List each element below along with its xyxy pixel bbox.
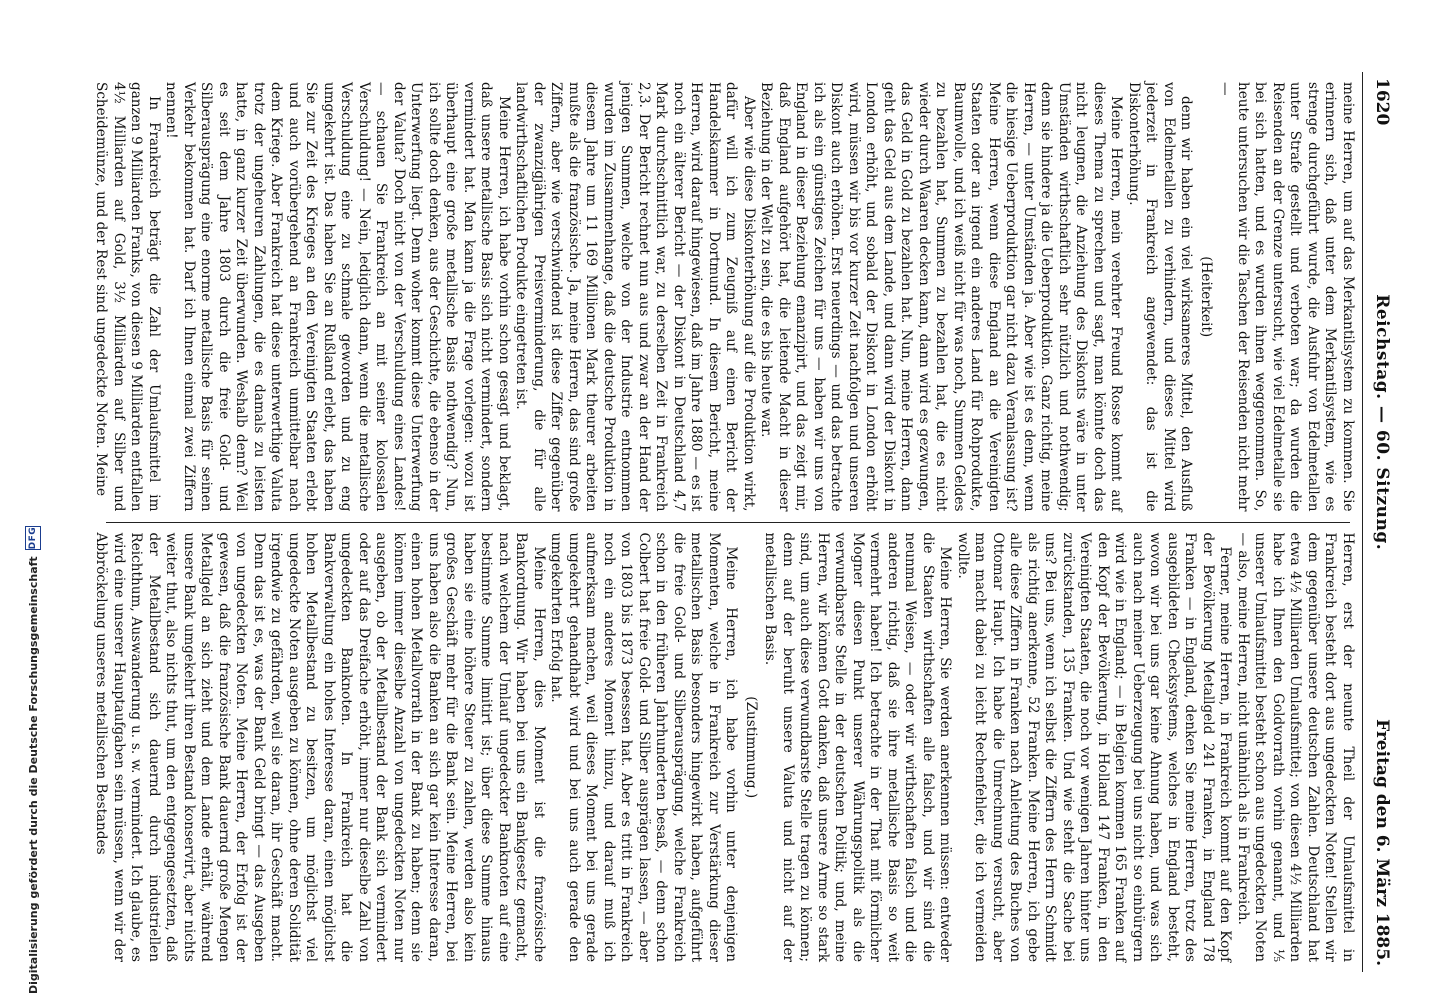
paragraph: (Zustimmung.) <box>743 696 759 799</box>
footer-text: Digitalisierung gefördert durch die Deutsche Forschungsgemeinschaft <box>26 556 40 994</box>
page-header <box>1362 72 1392 972</box>
paragraph: Meine Herren, ich habe vorhin schon gesagt und beklagt, daß unsere metallische Basis sich nicht vermindert, sondern vermindert hat. Man kann ja die Frage vorlegen: wozu ist überhaupt eine große metallische Basis nothwendig? Nun, ich sollte doch denken, aus der Geschichte, die ebenso in der Unterwerfung liegt. Denn woher kommt diese Unterwerfung der Valuta? Doch nicht von der Verschuldung eines Landes! — schauen Sie Frankreich an mit seiner kolossalen Verschuldung! — Nein, lediglich dann, wenn die metallische Verschuldung eine zu schmale geworden und zu eng umgekehrt ist. Das haben Sie an Rußland erlebt, das haben Sie zur Zeit des Krieges an den Vereinigten Staaten erlebt und auch vorübergehend an Frankreich unmittelbar nach dem Kriege. Aber Frankreich hat diese unterwerthige Valuta trotz der ungeheuren Zahlungen, die es damals zu leisten hatte, in ganz kurzer Zeit überwunden. Weshalb denn? Weil es seit dem Jahre 1803 durch die freie Gold- und Silberausprägung eine enorme metallische Basis für seinen Verkehr bekommen hat. Darf ich Ihnen einmal zwei Ziffern nennen! <box>163 82 512 512</box>
paragraph: meine Herren, um auf das Merkantilsystem zu kommen. Sie erinnern sich, daß unter dem Merkantilsystem, wie es strenge durchgeführt wurde, die Ausfuhr von Edelmetallen unter Strafe gestellt und verboten war; da wurden die Reisenden an der Grenze untersucht, wie viel Edelmetalle sie bei sich hatten, und es wurden ihnen weggenommen. So, heute untersuchen wir die Taschen der Reisenden nicht mehr — <box>1217 82 1356 512</box>
column-right <box>93 523 1356 973</box>
session-date: Freitag den 6. März 1885. <box>1372 719 1392 966</box>
paragraph: Meine Herren, Sie werden anerkennen müssen: entweder die Staaten wirthschaften alle falsch, und wir sind die neunmal Weisen, — oder wir wirthschaften falsch und die anderen richtig, daß sie ihre metallische Basis so weit vermehrt haben! Ich betrachte in der That mit förmlicher Mogner diesen Punkt unserer Währungspolitik als die verwundbarste Stelle in der deutschen Politik; und, meine Herren, wir können Gott danken, daß unsere Arme so stark sind, um auch diese verwundbarste Stelle tragen zu können; denn auf der beruht unsere Valuta und nicht auf der metallischen Basis. <box>762 532 954 962</box>
paragraph: Meine Herren, ich habe vorhin unter denjenigen Momenten, welche in Frankreich zur Verstärkung dieser metallischen Basis besonders hingewirkt haben, aufgeführt die freie Gold- und Silberausprägung, welche Frankreich schon in den früheren Jahrhunderten besaß, — denn schon Colbert hat freie Gold- und Silber ausprägen lassen, — aber von 1803 bis 1873 besessen hat. Aber es tritt in Frankreich noch ein anderes Moment hinzu, und darauf muß ich aufmerksam machen, weil dieses Moment bei uns gerade umgekehrt gehandhabt wird und bei uns auch gerade den umgekehrten Erfolg hat. <box>548 532 740 962</box>
paragraph: Herren, erst der neunte Theil der Umlaufsmittel in Frankreich besteht dort aus ungedeckten Noten! Stellen wir dem gegenüber unsere deutschen Zahlen. Deutschland hat etwa 4½ Milliarden Umlaufsmittel; von diesen 4½ Milliarden habe ich Ihnen den Goldvorrath vorhin genannt, und ⅕ unserer Umlaufsmittel besteht schon aus ungedeckten Noten — also, meine Herren, nicht unähnlich als in Frankreich. <box>1235 532 1356 962</box>
footer-strip <box>2 526 40 994</box>
column-left <box>93 72 1356 522</box>
paragraph: In Frankreich beträgt die Zahl der Umlaufsmittel im ganzen 9 Milliarden Franks, von diesen 9 Milliarden entfallen 4½ Milliarden auf Gold, 3½ Milliarden auf Silber und Scheidemünze, und der Rest sind ungedeckte Noten. Meine <box>93 82 162 512</box>
footer-credit <box>22 526 44 994</box>
running-title: Reichstag. — 60. Sitzung. <box>1372 294 1392 551</box>
rotated-page-content <box>93 72 1392 972</box>
dfg-logo: DFG <box>25 526 41 551</box>
paragraph: Meine Herren, mein verehrter Freund Rosse kommt auf dieses Thema zu sprechen und sagt, man könnte doch das nicht leugnen, die Anziehung des Diskonts wäre in unter Umständen wirthschaftlich sehr nützlich und nothwendig; denn sie hindere ja die Ueberproduktion. Ganz richtig, meine Herren, — unter Umständen ja. Aber wie ist es denn, wenn die hiesige Ueberproduktion gar nicht dazu Veranlassung ist? Meine Herren, wenn diese England an die Vereinigten Staaten oder an irgend ein anderes Land für Rohprodukte, Baumwolle, und ich weiß nicht für was noch, Summen Geldes zu bezahlen hat, Summen zu bezahlen hat, die es nicht wieder durch Waaren decken kann, dann wird es gezwungen, das Geld in Gold zu bezahlen hat. Nun, meine Herren, dann geht das Geld aus dem Lande, und dann wird der Diskont in London erhöht, und sobald der Diskont in London erhöht wird, müssen wir bis vor kurzer Zeit nachfolgen und unseren Diskont auch erhöhen. Erst neuerdings — und das betrachte ich als ein günstiges Zeichen für uns — haben wir uns von England in dieser Beziehung emanzipirt, und das zeigt mir, daß England aufgehört hat, die leitende Macht in dieser Beziehung in der Welt zu sein, die es bis heute war. <box>758 82 1125 512</box>
paragraph: Aber wie diese Diskonterhöhung auf die Produktion wirkt, dafür will ich zum Zeugniß auf einen Bericht der Handelskammer in Dortmund. In diesem Bericht, meine Herren, wird darauf hingewiesen, daß im Jahre 1880 — es ist noch ein älterer Bericht — der Diskont in Deutschland 4,7 Mark durchschnittlich war, zu derselben Zeit in Frankreich 2,3. Der Bericht rechnet nun aus und zwar an der Hand der jenigen Summen, welche von der Industrie entnommen wurden im Zusammenhange, daß die deutsche Produktion in diesem Jahre um 11 169 Millionen Mark theurer arbeiten mußte als die französische. Ja, meine Herren, das sind große Ziffern, aber wie verschwindend ist diese Ziffer gegenüber der zwanzigjährigen Preisverminderung, die für alle landwirthschaftlichen Produkte eingetreten ist. <box>513 82 757 512</box>
paragraph: (Heiterkeit) <box>1198 256 1214 338</box>
page-number: 1620 <box>1372 78 1392 126</box>
paragraph: denn wir haben ein viel wirksameres Mittel, den Ausfluß von Edelmetallen zu verhindern, und dieses Mittel wird jederzeit in Frankreich angewendet: das ist die Diskonterhöhung. <box>1126 82 1195 512</box>
text-columns <box>93 72 1356 972</box>
paragraph: Meine Herren, dies Moment ist die französische Bankordnung. Wir haben bei uns ein Bankgesetz gemacht, nach welchem der Umlauf ungedeckter Banknoten auf eine bestimmte Summe limitirt ist; über diese Summe hinaus haben sie eine höhere Steuer zu zahlen, werden also kein großes Geschäft mehr für die Bank sein. Meine Herren, bei uns haben also die Banken an sich gar kein Interesse daran, einen hohen Metallvorrath in der Bank zu haben; denn sie können immer dieselbe Anzahl von ungedeckten Noten nur ausgeben, ob der Metallbestand der Bank sich vermindert oder auf das Dreifache erhöht, immer nur dieselbe Zahl von ungedeckten Banknoten. In Frankreich hat die Bankverwaltung ein hohes Interesse daran, einen möglichst hohen Metallbestand zu besitzen, um möglichst viel ungedeckte Noten ausgeben zu können, ohne deren Solidität irgendwie zu gefährden, weil sie daran, ihr Geschäft macht. Denn das ist es, was der Bank Geld bringt — das Ausgeben von ungedeckten Noten. Meine Herren, der Erfolg ist der gewesen, daß die französische Bank dauernd große Mengen Metallgeld an sich zieht und dem Lande erhält, während unsere Bank umgekehrt ihren Bestand konservirt, aber nichts weiter thut, also nichts thut, um den entgegengesetzten, daß der Metallbestand sich dauernd durch industriellen Reichthum, Auswanderung u. s. w. vermindert. Ich glaube, es wird eine unserer Hauptaufgaben sein müssen, wenn wir der Abbröckelung unseres metallischen Bestandes <box>93 532 547 962</box>
paragraph: Ferner, meine Herren, in Frankreich kommt auf den Kopf der Bevölkerung Metallgeld 241 Franken, in England 178 Franken — in England, denken Sie meine Herren, trotz des ausgebildeten Checksystems, welches in England besteht, wovon wir bei uns gar keine Ahnung haben, und was sich auch nach meiner Ueberzeugung bei uns nicht so einbürgern wird wie in England; — in Belgien kommen 165 Franken auf den Kopf der Bevölkerung, in Holland 147 Franken, in den Vereinigten Staaten, die noch vor wenigen Jahren hinter uns zurückstanden, 135 Franken. Und wie steht die Sache bei uns? Bei uns, wenn ich selbst die Ziffern des Herrn Schmidt als richtig anerkenne, 52 Franken. Meine Herren, ich gebe alle diese Ziffern in Franken nach Anleitung des Buches von Ottomar Haupt. Ich habe die Umrechnung versucht, aber man macht dabei zu leicht Rechenfehler, die ich vermeiden wollte. <box>955 532 1234 962</box>
